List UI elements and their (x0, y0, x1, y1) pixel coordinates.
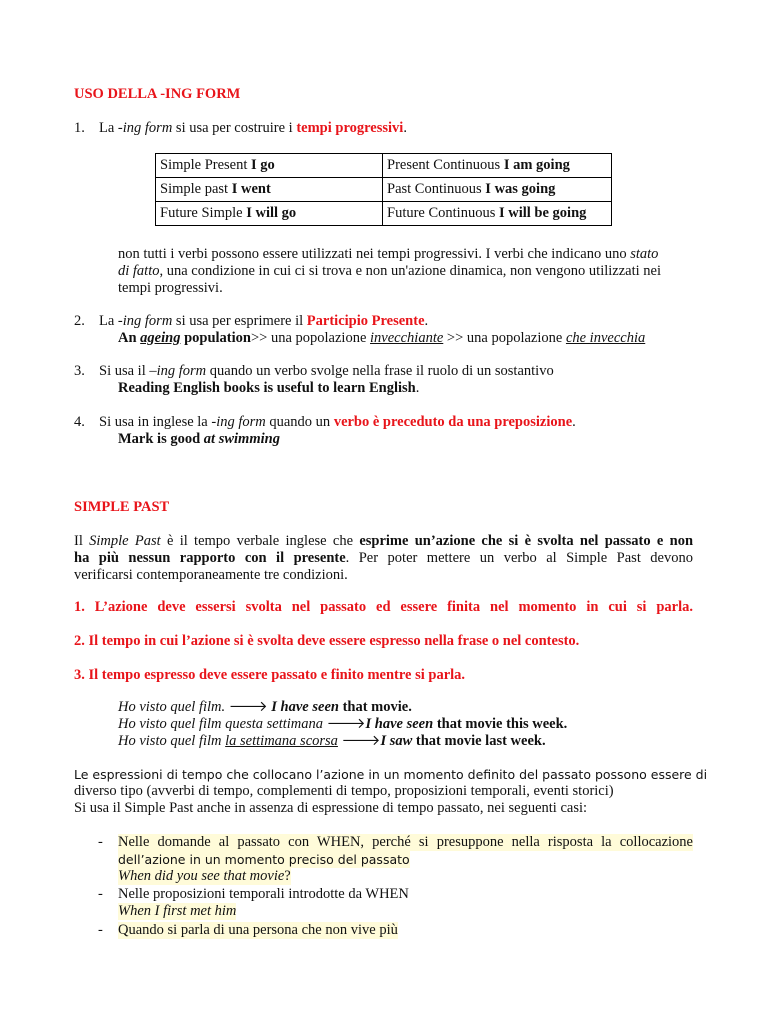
text: . (403, 120, 407, 136)
highlight-text: verbo è preceduto da una preposizione (333, 414, 573, 430)
text: Si usa il (99, 363, 150, 379)
bullet-1-line-1: Nelle domande al passato con WHEN, perché si presuppone nella risposta la collocazione (118, 834, 693, 850)
bullet-2-line-1: Nelle proposizioni temporali introdotte da WHEN (118, 886, 409, 902)
highlight-text: tempi progressivi (296, 120, 404, 136)
tenses-table (155, 153, 612, 226)
text: esprime un’azione che si è svolta nel passato e non (359, 533, 694, 549)
section-title-simple-past: SIMPLE PAST (74, 499, 170, 515)
text: population (180, 330, 251, 346)
list-number: 3. (74, 363, 85, 379)
arrow-right-icon: 🡒 (326, 716, 366, 732)
cell-label: Simple Present (160, 157, 252, 173)
intro-line-1 (74, 533, 693, 550)
table-cell (383, 178, 612, 202)
text: Si usa in inglese la (99, 414, 212, 430)
section-title-ing-form: USO DELLA -ING FORM (74, 86, 241, 102)
text: si usa per costruire i (172, 120, 297, 136)
text: stato (630, 246, 659, 262)
text: non tutti i verbi possono essere utilizzati nei tempi progressivi. I verbi che indicano uno (118, 246, 631, 262)
table-row (156, 202, 612, 226)
text: at swimming (203, 431, 280, 447)
text: La (99, 120, 118, 136)
text: quando un verbo svolge nella frase il ruolo di un sostantivo (206, 363, 554, 379)
text: -ing form (117, 120, 173, 136)
example-preposition (118, 431, 280, 448)
text: >> una popolazione (443, 330, 566, 346)
intro-line-3: verificarsi contemporaneamente tre condizioni. (74, 567, 348, 583)
bullet-1-line-2: dell’azione in un momento preciso del passato (118, 852, 410, 867)
cell-example: I am going (503, 157, 570, 173)
bullet-dash: - (98, 922, 103, 938)
text: che invecchia (565, 330, 646, 346)
text: Ho visto quel film questa settimana (118, 716, 327, 732)
cell-label: Future Simple (160, 205, 247, 221)
para-line-3: Si usa il Simple Past anche in assenza di espressione di tempo passato, nei seguenti casi: (74, 800, 588, 816)
note-line-2 (118, 263, 661, 280)
intro-line-2 (74, 550, 693, 567)
condition-3: 3. Il tempo espresso deve essere passato e finito mentre si parla. (74, 667, 466, 683)
example-participle (118, 330, 645, 347)
text: that movie this week. (433, 716, 568, 732)
bullet-2-example: When I first met him (118, 903, 237, 919)
condition-1: 1. L’azione deve essersi svolta nel passato ed essere finita nel momento in cui si parla. (74, 599, 693, 615)
text: Mark is good (118, 431, 204, 447)
text: -ing form (117, 313, 173, 329)
text: I have seen (365, 716, 434, 732)
text: si usa per esprimere il (172, 313, 307, 329)
text: I have seen (267, 699, 339, 715)
cell-example: I went (231, 181, 271, 197)
text: invecchiante (370, 330, 444, 346)
list-item-4-text (99, 414, 576, 431)
arrow-right-icon: 🡒 (337, 733, 381, 749)
text: –ing form (149, 363, 207, 379)
cell-example: I will go (246, 205, 297, 221)
example-gerund (118, 380, 419, 397)
list-number: 4. (74, 414, 85, 430)
example-3 (118, 733, 546, 750)
text: >> una popolazione (250, 330, 371, 346)
text: Simple Past (89, 533, 161, 549)
text: , una condizione in cui ci si trova e non un'azione dinamica, non vengono utilizzati nei (159, 263, 662, 279)
text: -ing form (211, 414, 266, 430)
text: Reading English books is useful to learn English (118, 380, 416, 396)
cell-example: I was going (485, 181, 556, 197)
text: . Per poter mettere un verbo al Simple Past devono (345, 550, 693, 566)
table-row (156, 154, 612, 178)
note-line-1 (118, 246, 658, 263)
text: Il (74, 533, 90, 549)
text: La (99, 313, 118, 329)
list-number: 2. (74, 313, 85, 329)
list-item-1-text (99, 120, 407, 137)
example-1 (118, 699, 412, 716)
text: . (415, 380, 420, 396)
text: ageing (140, 330, 181, 346)
arrow-right-icon: 🡒 (228, 699, 268, 715)
condition-2: 2. Il tempo in cui l’azione si è svolta deve essere espresso nella frase o nel contesto. (74, 633, 580, 649)
text: ha più nessun rapporto con il presente (74, 550, 346, 566)
table-row (156, 178, 612, 202)
text: that movie last week. (412, 733, 546, 749)
cell-label: Past Continuous (387, 181, 486, 197)
text: I saw (380, 733, 413, 749)
bullet-3-line-1: Quando si parla di una persona che non vive più (118, 922, 398, 938)
cell-example: I will be going (498, 205, 587, 221)
cell-example: I go (251, 157, 275, 173)
text: An (118, 330, 141, 346)
note-line-3: tempi progressivi. (118, 280, 223, 296)
para-line-1: Le espressioni di tempo che collocano l’azione in un momento definito del passato possono essere di (74, 767, 708, 782)
text: . (424, 313, 429, 329)
highlight-text: Participio Presente (306, 313, 425, 329)
text: la settimana scorsa (225, 733, 338, 749)
example-2 (118, 716, 567, 733)
table-cell (156, 154, 383, 178)
text: Ho visto quel film. (118, 699, 229, 715)
table-cell (383, 202, 612, 226)
bullet-1-example (118, 868, 291, 885)
list-number: 1. (74, 120, 85, 136)
cell-label: Simple past (160, 181, 232, 197)
text: Ho visto quel film (118, 733, 226, 749)
text: di fatto (118, 263, 160, 279)
text: that movie. (338, 699, 412, 715)
text: . (572, 414, 576, 430)
bullet-dash: - (98, 886, 103, 902)
table-cell (383, 154, 612, 178)
table-cell (156, 202, 383, 226)
cell-label: Future Continuous (387, 205, 499, 221)
bullet-dash: - (98, 834, 103, 850)
list-item-2-text (99, 313, 428, 330)
text: When did you see that movie (118, 868, 285, 884)
text: è il tempo verbale inglese che (160, 533, 360, 549)
para-line-2: diverso tipo (avverbi di tempo, complementi di tempo, proposizioni temporali, eventi storici) (74, 783, 614, 799)
list-item-3-text (99, 363, 554, 380)
table-cell (156, 178, 383, 202)
cell-label: Present Continuous (387, 157, 504, 173)
text: ? (284, 868, 291, 884)
text: quando un (265, 414, 334, 430)
